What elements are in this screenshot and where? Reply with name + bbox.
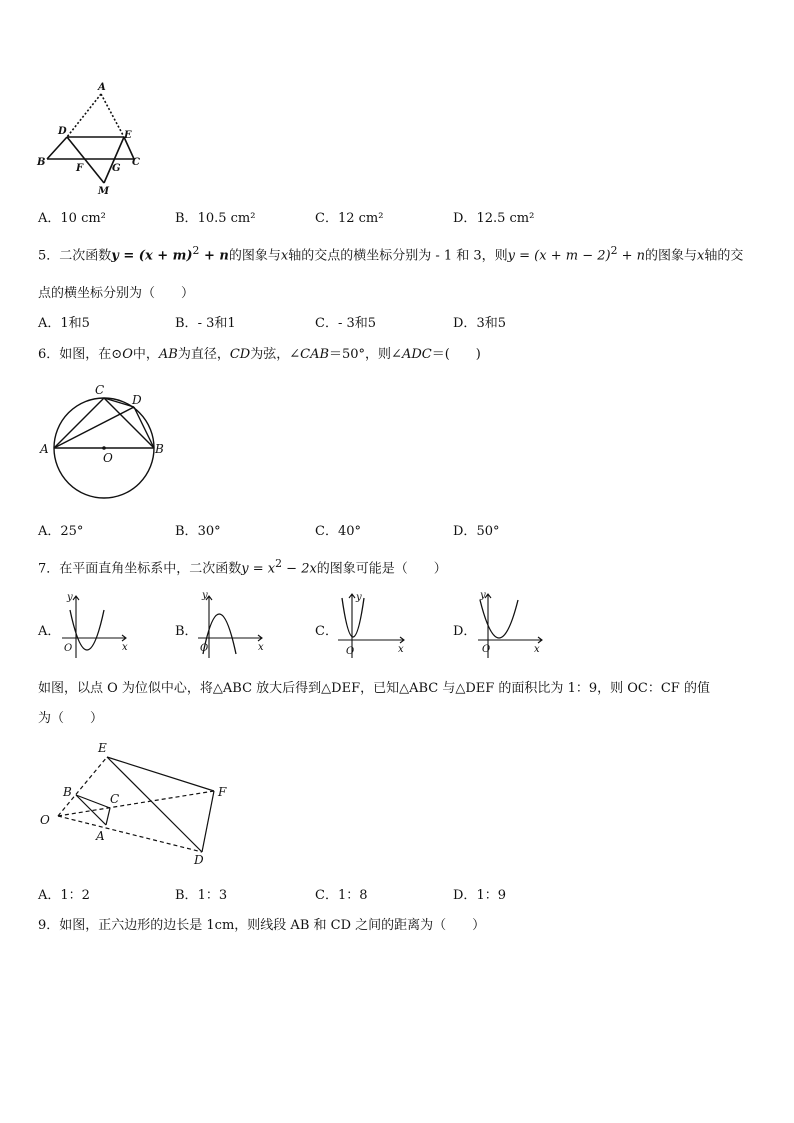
q9-stem: 9．如图，正六边形的边长是 1cm，则线段 AB 和 CD 之间的距离为（ ） bbox=[38, 918, 486, 933]
q8-option-b[interactable]: B．1：3 bbox=[175, 888, 228, 903]
q6-option-b[interactable]: B．30° bbox=[175, 524, 221, 539]
svg-text:O: O bbox=[482, 644, 491, 655]
svg-text:x: x bbox=[258, 642, 264, 653]
q4-segment-DB bbox=[47, 137, 67, 159]
q5-options bbox=[38, 312, 758, 330]
q8-side-BC bbox=[76, 795, 110, 808]
q7-option-a[interactable]: A． bbox=[38, 624, 61, 639]
q6-chord-AD bbox=[54, 407, 134, 448]
q4-label-F: F bbox=[76, 163, 84, 174]
q6-label-B: B bbox=[155, 442, 164, 456]
q6-label-D: D bbox=[132, 393, 142, 407]
svg-text:y: y bbox=[480, 590, 486, 601]
q8-label-D: D bbox=[194, 853, 204, 867]
q8-label-A: A bbox=[96, 829, 105, 843]
q4-label-D: D bbox=[58, 126, 67, 137]
q5-stem-line2: 点的横坐标分别为（ ） bbox=[38, 286, 195, 301]
q8-side-CA bbox=[106, 808, 110, 825]
q8-label-E: E bbox=[98, 741, 107, 755]
q6-circle-figure bbox=[36, 378, 168, 504]
svg-text:O: O bbox=[200, 643, 209, 654]
q5-expr2: y = (x + m − 2) bbox=[507, 248, 611, 264]
q7-graph-c[interactable] bbox=[336, 588, 408, 662]
q5-stem-line1: 5．二次函数$y = (x + m)^2 + n$的图象与x轴的交点的横坐标分别为 - 1 和 3，则$y = (x + m - 2)^2 + n$的图象与x轴的交 bbox=[38, 244, 744, 264]
q6-chord-DB bbox=[134, 407, 154, 448]
q4-label-M: M bbox=[98, 186, 110, 197]
q8-option-a[interactable]: A．1：2 bbox=[38, 888, 90, 903]
svg-text:y: y bbox=[202, 590, 208, 601]
q6-option-c[interactable]: C．40° bbox=[315, 524, 361, 539]
q4-segment-AE bbox=[101, 94, 124, 137]
q5-option-c[interactable]: C．- 3和5 bbox=[315, 316, 377, 331]
q8-homothety-figure bbox=[36, 738, 236, 868]
q8-side-FD bbox=[202, 791, 214, 852]
svg-text:O: O bbox=[64, 643, 73, 654]
svg-text:y: y bbox=[356, 592, 362, 603]
q6-option-d[interactable]: D．50° bbox=[453, 524, 500, 539]
q8-option-c[interactable]: C．1：8 bbox=[315, 888, 368, 903]
q7-graph-b[interactable] bbox=[196, 588, 268, 662]
q8-label-B: B bbox=[63, 785, 72, 799]
q6-center-dot bbox=[102, 446, 106, 450]
q6-label-C: C bbox=[95, 383, 105, 397]
q4-option-c[interactable]: C．12 cm² bbox=[315, 211, 384, 226]
q6-stem: 6．如图，在⊙O中，AB为直径，CD为弦，∠CAB＝50°，则∠ADC＝( ) bbox=[38, 347, 481, 362]
q6-option-a[interactable]: A．25° bbox=[38, 524, 84, 539]
q4-label-A: A bbox=[98, 82, 106, 93]
q8-label-O: O bbox=[40, 813, 50, 827]
q4-segment-AD bbox=[67, 94, 101, 137]
q7-graph-a[interactable] bbox=[60, 588, 132, 662]
q7-graph-d[interactable] bbox=[476, 588, 548, 662]
q4-label-B: B bbox=[37, 157, 46, 168]
q4-figure bbox=[34, 80, 146, 200]
q8-side-BA bbox=[76, 795, 106, 825]
q4-label-E: E bbox=[124, 130, 132, 141]
svg-text:x: x bbox=[122, 642, 128, 653]
q6-label-A: A bbox=[40, 442, 49, 456]
q7-stem: 7．在平面直角坐标系中，二次函数$y = x^2 - 2x$的图象可能是（ ） bbox=[38, 557, 447, 577]
q5-option-b[interactable]: B．- 3和1 bbox=[175, 316, 236, 331]
q8-label-C: C bbox=[110, 792, 120, 806]
q4-option-d[interactable]: D．12.5 cm² bbox=[453, 211, 535, 226]
q4-label-C: C bbox=[132, 157, 140, 168]
q4-segment-EM bbox=[104, 137, 124, 183]
q7-option-c[interactable]: C． bbox=[315, 624, 338, 639]
q4-options bbox=[38, 207, 758, 225]
q4-segment-DM bbox=[67, 137, 104, 183]
svg-text:x: x bbox=[534, 644, 540, 655]
q8-stem-line1: 如图，以点 O 为位似中心，将△ABC 放大后得到△DEF，已知△ABC 与△DEF 的面积比为 1：9，则 OC：CF 的值 bbox=[38, 681, 710, 696]
q8-side-ED bbox=[107, 757, 202, 852]
q7-option-b[interactable]: B． bbox=[175, 624, 198, 639]
q4-label-G: G bbox=[112, 163, 121, 174]
svg-text:O: O bbox=[346, 646, 355, 657]
q7-option-d[interactable]: D． bbox=[453, 624, 477, 639]
svg-text:y: y bbox=[67, 592, 73, 603]
q6-options bbox=[38, 520, 758, 538]
q5-expr1: y = (x + m) bbox=[111, 248, 193, 264]
q8-label-F: F bbox=[218, 785, 227, 799]
q8-side-EF bbox=[107, 757, 214, 791]
q8-stem-line2: 为（ ） bbox=[38, 711, 104, 726]
q8-option-d[interactable]: D．1：9 bbox=[453, 888, 506, 903]
svg-text:x: x bbox=[398, 644, 404, 655]
q8-options bbox=[38, 884, 758, 902]
q5-option-a[interactable]: A．1和5 bbox=[38, 316, 90, 331]
q4-option-a[interactable]: A．10 cm² bbox=[38, 211, 106, 226]
q4-option-b[interactable]: B．10.5 cm² bbox=[175, 211, 256, 226]
q5-option-d[interactable]: D．3和5 bbox=[453, 316, 506, 331]
q6-label-O: O bbox=[103, 451, 113, 465]
